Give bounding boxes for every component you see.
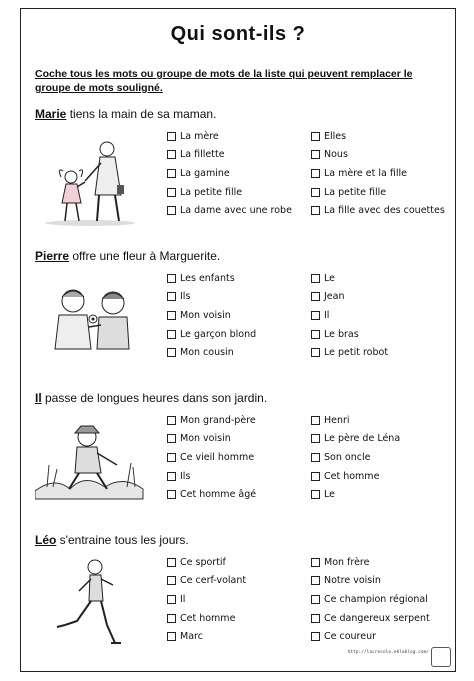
checkbox[interactable]	[167, 274, 176, 283]
checkbox[interactable]	[311, 311, 320, 320]
checkbox[interactable]	[311, 472, 320, 481]
option-item[interactable]: Ce cerf-volant	[167, 572, 246, 591]
exercise-sentence	[35, 107, 216, 121]
checkbox[interactable]	[167, 453, 176, 462]
checkbox[interactable]	[311, 206, 320, 215]
underlined-subject: Il	[35, 391, 42, 405]
sentence-rest: offre une fleur à Marguerite.	[69, 249, 221, 263]
checkbox[interactable]	[311, 558, 320, 567]
checkbox[interactable]	[167, 490, 176, 499]
exercise-sentence	[35, 249, 220, 263]
instruction-text: Coche tous les mots ou groupe de mots de la liste qui peuvent remplacer le groupe de mots souligné.	[35, 68, 413, 94]
checkbox[interactable]	[311, 595, 320, 604]
checkbox[interactable]	[167, 206, 176, 215]
option-item[interactable]: La petite fille	[167, 183, 292, 202]
exercise-sentence	[35, 391, 267, 405]
checkbox[interactable]	[311, 188, 320, 197]
checkbox[interactable]	[311, 614, 320, 623]
underlined-subject: Pierre	[35, 249, 70, 263]
option-item[interactable]: Le petit robot	[311, 343, 388, 362]
options-left-column	[167, 127, 292, 220]
checkbox[interactable]	[311, 330, 320, 339]
option-item[interactable]: Mon voisin	[167, 430, 256, 449]
checkbox[interactable]	[167, 595, 176, 604]
options-left-column	[167, 269, 256, 362]
checkbox[interactable]	[311, 132, 320, 141]
children-flower-illustration	[35, 279, 145, 354]
checkbox[interactable]	[167, 150, 176, 159]
option-item[interactable]: La mère et la fille	[311, 164, 445, 183]
option-item[interactable]: Ce sportif	[167, 553, 246, 572]
worksheet-page	[20, 8, 456, 672]
sentence-rest: tiens la main de sa maman.	[66, 107, 217, 121]
site-logo	[431, 647, 451, 667]
option-item[interactable]: La fillette	[167, 146, 292, 165]
option-item[interactable]: Le garçon blond	[167, 325, 256, 344]
checkbox[interactable]	[311, 490, 320, 499]
option-item[interactable]: Mon cousin	[167, 343, 256, 362]
checkbox[interactable]	[167, 188, 176, 197]
options-left-column	[167, 411, 256, 504]
exercise-sentence	[35, 533, 189, 547]
option-item[interactable]: Les enfants	[167, 269, 256, 288]
option-item[interactable]: Ils	[167, 288, 256, 307]
options-right-column	[311, 127, 445, 220]
checkbox[interactable]	[167, 330, 176, 339]
option-item[interactable]: La gamine	[167, 164, 292, 183]
option-item[interactable]: Ce coureur	[311, 627, 430, 646]
checkbox[interactable]	[167, 132, 176, 141]
checkbox[interactable]	[167, 632, 176, 641]
option-item[interactable]: Son oncle	[311, 448, 400, 467]
checkbox[interactable]	[167, 169, 176, 178]
option-item[interactable]: Le père de Léna	[311, 430, 400, 449]
checkbox[interactable]	[311, 434, 320, 443]
underlined-subject: Marie	[35, 107, 67, 121]
option-item[interactable]: Il	[167, 590, 246, 609]
option-item[interactable]: Cet homme âgé	[167, 485, 256, 504]
option-item[interactable]: La mère	[167, 127, 292, 146]
option-item[interactable]: Henri	[311, 411, 400, 430]
option-item[interactable]: Le bras	[311, 325, 388, 344]
option-item[interactable]: Cet homme	[167, 609, 246, 628]
checkbox[interactable]	[311, 150, 320, 159]
checkbox[interactable]	[311, 292, 320, 301]
option-item[interactable]: Cet homme	[311, 467, 400, 486]
checkbox[interactable]	[167, 416, 176, 425]
sentence-rest: passe de longues heures dans son jardin.	[41, 391, 268, 405]
checkbox[interactable]	[167, 558, 176, 567]
option-item[interactable]: Ce dangereux serpent	[311, 609, 430, 628]
option-item[interactable]: Mon frère	[311, 553, 430, 572]
options-left-column	[167, 553, 246, 646]
option-item[interactable]: Elles	[311, 127, 445, 146]
option-item[interactable]: Mon voisin	[167, 306, 256, 325]
options-right-column	[311, 553, 430, 646]
checkbox[interactable]	[311, 576, 320, 585]
checkbox[interactable]	[167, 434, 176, 443]
page-title: Qui sont-ils ?	[170, 23, 306, 45]
checkbox[interactable]	[311, 416, 320, 425]
option-item[interactable]: Nous	[311, 146, 445, 165]
checkbox[interactable]	[167, 292, 176, 301]
option-item[interactable]: Notre voisin	[311, 572, 430, 591]
option-item[interactable]: Le	[311, 269, 388, 288]
options-right-column	[311, 411, 400, 504]
checkbox[interactable]	[167, 311, 176, 320]
option-item[interactable]: Jean	[311, 288, 388, 307]
checkbox[interactable]	[167, 472, 176, 481]
gardener-illustration	[35, 421, 145, 501]
sentence-rest: s'entraine tous les jours.	[56, 533, 189, 547]
option-item[interactable]: Le	[311, 485, 400, 504]
runner-illustration	[35, 555, 145, 647]
checkbox[interactable]	[311, 348, 320, 357]
checkbox[interactable]	[167, 576, 176, 585]
checkbox[interactable]	[311, 453, 320, 462]
option-item[interactable]: Ils	[167, 467, 256, 486]
checkbox[interactable]	[167, 348, 176, 357]
mother-daughter-illustration	[35, 137, 145, 227]
checkbox[interactable]	[311, 274, 320, 283]
underlined-subject: Léo	[35, 533, 57, 547]
checkbox[interactable]	[311, 632, 320, 641]
option-item[interactable]: Marc	[167, 627, 246, 646]
option-item[interactable]: Mon grand-père	[167, 411, 256, 430]
options-right-column	[311, 269, 388, 362]
checkbox[interactable]	[311, 169, 320, 178]
checkbox[interactable]	[167, 614, 176, 623]
option-item[interactable]: Il	[311, 306, 388, 325]
option-item[interactable]: La fille avec des couettes	[311, 201, 445, 220]
option-item[interactable]: La dame avec une robe	[167, 201, 292, 220]
option-item[interactable]: Ce champion régional	[311, 590, 430, 609]
footer-url: http://lacrecole.eklablog.com/	[347, 650, 429, 655]
option-item[interactable]: La petite fille	[311, 183, 445, 202]
option-item[interactable]: Ce vieil homme	[167, 448, 256, 467]
